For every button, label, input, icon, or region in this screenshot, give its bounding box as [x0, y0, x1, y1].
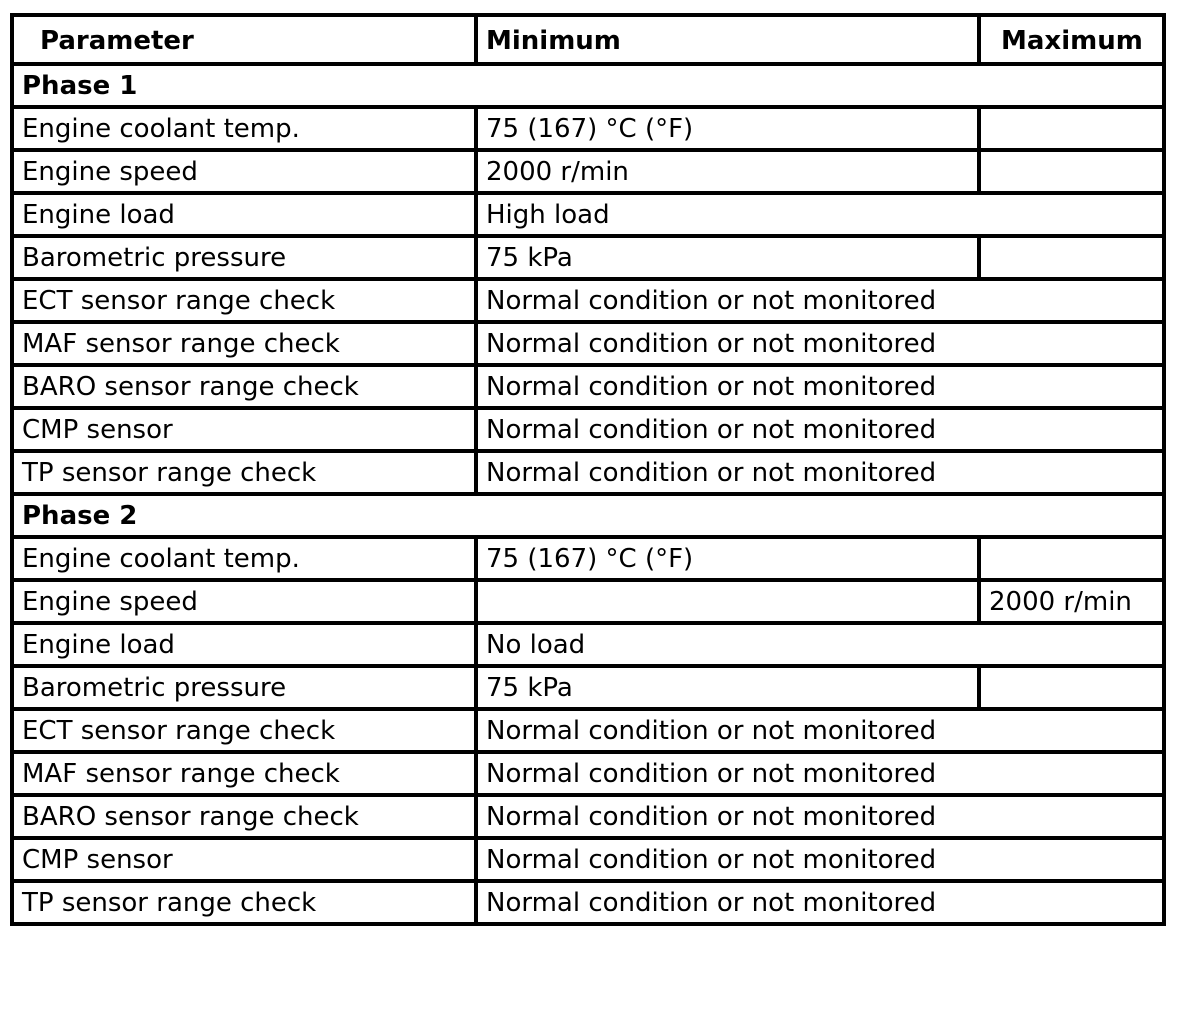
table-row	[12, 150, 1164, 193]
param-cell: Barometric pressure	[12, 236, 476, 279]
table-row	[12, 322, 1164, 365]
max-cell	[979, 107, 1164, 150]
table-row	[12, 881, 1164, 924]
value-cell: Normal condition or not monitored	[476, 838, 1164, 881]
table-row	[12, 408, 1164, 451]
value-cell: Normal condition or not monitored	[476, 451, 1164, 494]
phase-2-title: Phase 2	[12, 494, 1164, 537]
param-cell: Engine coolant temp.	[12, 107, 476, 150]
param-cell: BARO sensor range check	[12, 795, 476, 838]
min-cell	[476, 580, 979, 623]
phase-1-title: Phase 1	[12, 64, 1164, 107]
table-row	[12, 666, 1164, 709]
min-cell: 2000 r/min	[476, 150, 979, 193]
header-parameter: Parameter	[12, 15, 476, 64]
header-minimum: Minimum	[476, 15, 979, 64]
table-row	[12, 580, 1164, 623]
param-cell: Engine load	[12, 193, 476, 236]
table-row	[12, 193, 1164, 236]
value-cell: Normal condition or not monitored	[476, 322, 1164, 365]
table-row	[12, 365, 1164, 408]
max-cell	[979, 236, 1164, 279]
table-row	[12, 795, 1164, 838]
param-cell: Engine speed	[12, 580, 476, 623]
min-cell: 75 kPa	[476, 666, 979, 709]
min-cell: 75 kPa	[476, 236, 979, 279]
value-cell: Normal condition or not monitored	[476, 795, 1164, 838]
header-row	[12, 15, 1164, 64]
param-cell: Engine coolant temp.	[12, 537, 476, 580]
table-row	[12, 752, 1164, 795]
param-cell: TP sensor range check	[12, 881, 476, 924]
value-cell: Normal condition or not monitored	[476, 709, 1164, 752]
min-cell: 75 (167) °C (°F)	[476, 107, 979, 150]
param-cell: Engine speed	[12, 150, 476, 193]
max-cell	[979, 537, 1164, 580]
phase-2-row	[12, 494, 1164, 537]
max-cell	[979, 666, 1164, 709]
table-row	[12, 537, 1164, 580]
max-cell	[979, 150, 1164, 193]
table-row	[12, 279, 1164, 322]
table-row	[12, 838, 1164, 881]
param-cell: TP sensor range check	[12, 451, 476, 494]
table-row	[12, 623, 1164, 666]
param-cell: CMP sensor	[12, 408, 476, 451]
param-cell: CMP sensor	[12, 838, 476, 881]
value-cell: Normal condition or not monitored	[476, 881, 1164, 924]
table-row	[12, 451, 1164, 494]
param-cell: BARO sensor range check	[12, 365, 476, 408]
param-cell: ECT sensor range check	[12, 279, 476, 322]
param-cell: MAF sensor range check	[12, 322, 476, 365]
param-cell: Barometric pressure	[12, 666, 476, 709]
value-cell: Normal condition or not monitored	[476, 279, 1164, 322]
table-row	[12, 709, 1164, 752]
max-cell: 2000 r/min	[979, 580, 1164, 623]
value-cell: No load	[476, 623, 1164, 666]
header-maximum: Maximum	[979, 15, 1164, 64]
param-cell: MAF sensor range check	[12, 752, 476, 795]
table-row	[12, 236, 1164, 279]
value-cell: Normal condition or not monitored	[476, 752, 1164, 795]
value-cell: Normal condition or not monitored	[476, 365, 1164, 408]
param-cell: ECT sensor range check	[12, 709, 476, 752]
value-cell: Normal condition or not monitored	[476, 408, 1164, 451]
table-row	[12, 107, 1164, 150]
param-cell: Engine load	[12, 623, 476, 666]
value-cell: High load	[476, 193, 1164, 236]
phase-1-row	[12, 64, 1164, 107]
parameter-table	[10, 13, 1166, 926]
min-cell: 75 (167) °C (°F)	[476, 537, 979, 580]
